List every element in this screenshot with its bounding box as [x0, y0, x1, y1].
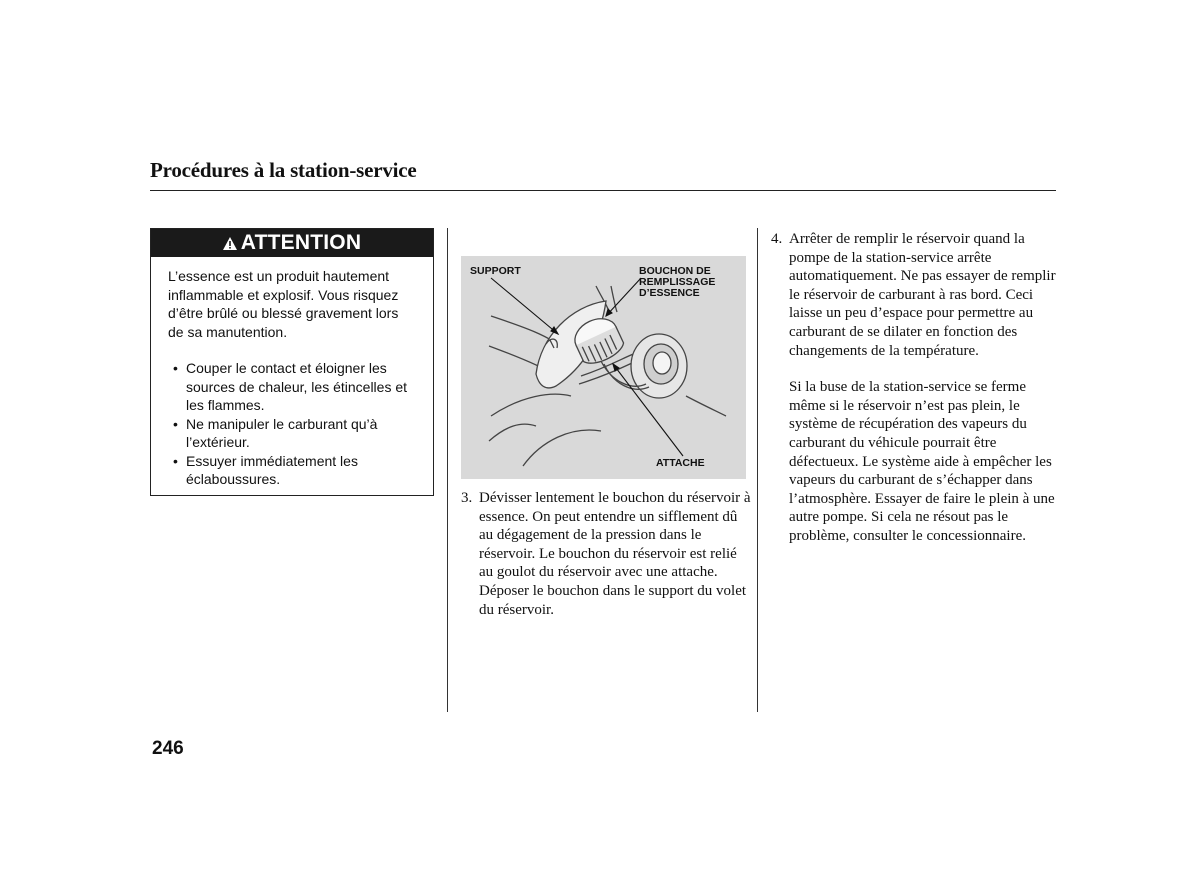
warning-box: [150, 228, 434, 496]
list-item: • Ne manipuler le carburant qu’à l’extérieur.: [173, 415, 378, 450]
bullet-icon: •: [173, 360, 178, 376]
warning-header: [151, 229, 433, 257]
fuel-cap-label-line2: REMPLISSAGE: [639, 276, 716, 288]
step-4: [771, 230, 1056, 546]
fuel-cap-label-line1: BOUCHON DE: [639, 265, 711, 277]
warning-list: [168, 359, 417, 489]
list-item: • Essuyer immédiatement les éclaboussures.: [173, 452, 358, 487]
column-divider-right: [757, 228, 758, 712]
bullet-icon: •: [173, 415, 178, 432]
step-3: [461, 489, 751, 619]
step-4-text: Arrêter de remplir le réservoir quand la pompe de la station-service arrête automatiquement. Ne pas essayer de remplir le réservoir de carburant à ras bord. Ceci laisse un peu d’espace pour permettre au carburant de se dilater en fonction des changements de la température.: [789, 231, 1056, 359]
warning-body: [151, 257, 433, 489]
page-title: Procédures à la station-service: [150, 158, 417, 182]
list-item: • Couper le contact et éloigner les sources de chaleur, les étincelles et les flammes.: [173, 360, 408, 413]
page-number: 246: [152, 738, 184, 759]
bullet-icon: •: [173, 452, 178, 469]
step-3-number: 3.: [461, 490, 473, 506]
fuel-cap-illustration: [461, 256, 746, 479]
warning-label: ATTENTION: [240, 231, 362, 254]
warning-triangle-icon: [223, 237, 237, 250]
tether-label: ATTACHE: [656, 457, 705, 469]
support-label: SUPPORT: [470, 265, 521, 277]
step-4-note: Si la buse de la station-service se ferme même si le réservoir n’est pas plein, le système de récupération des vapeurs du carburant du véhicule pourrait être défectueux. Le système aide à empêcher les vapeurs du carburant de s’échapper dans l’atmosphère. Essayer de faire le plein à une autre pompe. Si cela ne résout pas le problème, consulter le concessionnaire.: [789, 379, 1055, 544]
header-rule: [150, 190, 1056, 191]
column-divider-left: [447, 228, 448, 712]
warning-intro: L’essence est un produit hautement inflammable et explosif. Vous risquez d’être brûlé ou blessé gravement lors de sa manutention.: [168, 268, 399, 340]
fuel-cap-label-line3: D’ESSENCE: [639, 287, 700, 299]
step-4-number: 4.: [771, 231, 783, 247]
step-3-text: Dévisser lentement le bouchon du réservoir à essence. On peut entendre un sifflement dû au dégagement de la pression dans le réservoir. Le bouchon du réservoir est relié au goulot du réservoir avec une attache. Déposer le bouchon dans le support du volet du réservoir.: [479, 490, 751, 618]
fuel-filler-drawing: [461, 256, 746, 479]
